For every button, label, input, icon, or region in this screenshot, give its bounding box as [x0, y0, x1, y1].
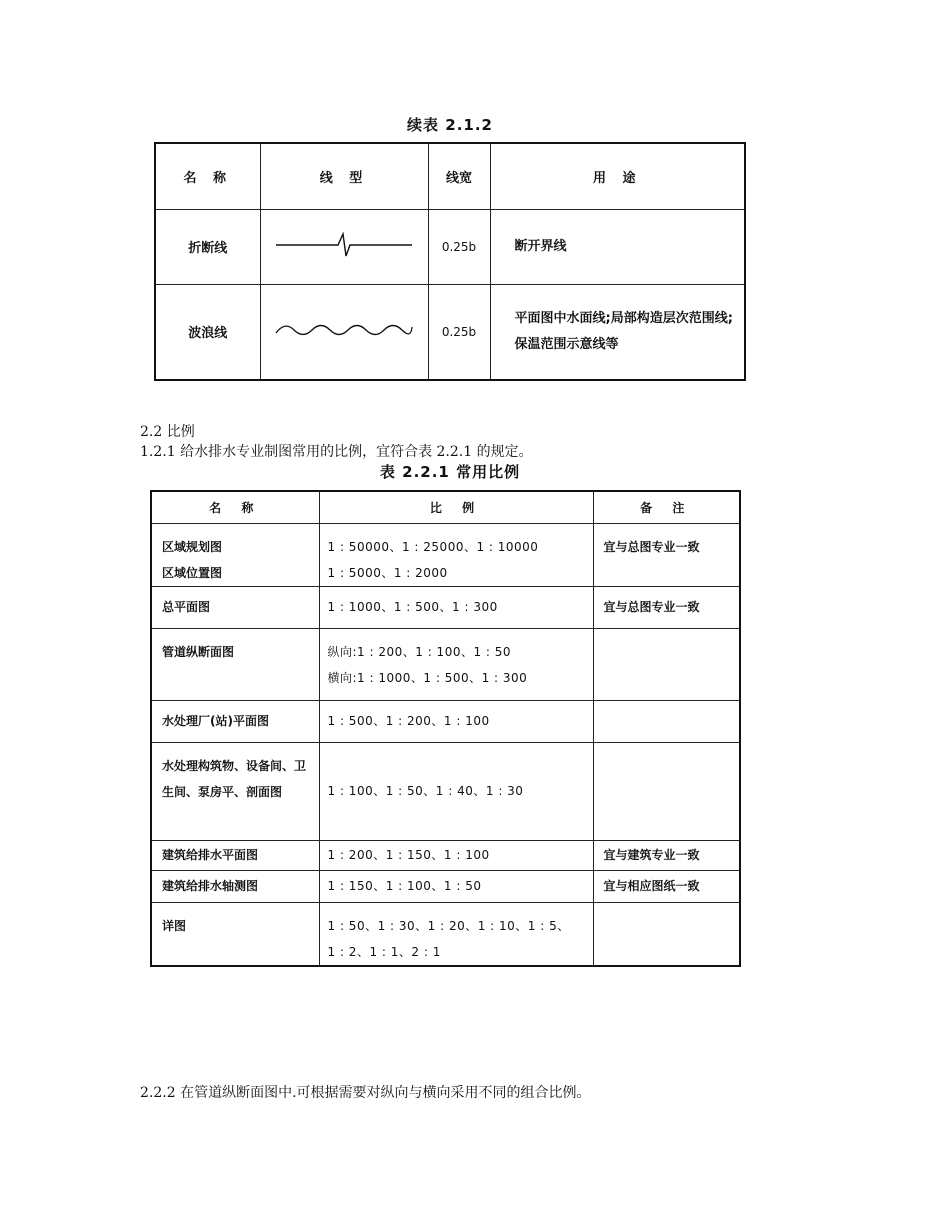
header-line-width: 线宽 — [428, 143, 490, 209]
drawing-remark: 宜与总图专业一致 — [593, 586, 740, 628]
table-row — [155, 284, 745, 380]
drawing-scale: 1 : 200、1 : 150、1 : 100 — [319, 840, 593, 870]
drawing-name: 详图 — [151, 902, 319, 966]
drawing-scale: 1 : 50000、1 : 25000、1 : 10000 1 : 5000、1 : 2000 — [319, 523, 593, 586]
drawing-name: 水处理厂(站)平面图 — [151, 700, 319, 742]
table-row — [151, 700, 740, 742]
table-row — [151, 628, 740, 700]
line-name: 折断线 — [155, 209, 260, 284]
drawing-scale: 纵向:1 : 200、1 : 100、1 : 50 横向:1 : 1000、1 : 500、1 : 300 — [319, 628, 593, 700]
drawing-scale: 1 : 150、1 : 100、1 : 50 — [319, 870, 593, 902]
table-row — [151, 523, 740, 586]
drawing-scale: 1 : 100、1 : 50、1 : 40、1 : 30 — [319, 742, 593, 840]
drawing-name: 管道纵断面图 — [151, 628, 319, 700]
line-type-table — [154, 142, 746, 381]
table-header-row — [151, 491, 740, 523]
break-line-icon — [274, 230, 414, 260]
table-1-caption: 续表 2.1.2 — [407, 116, 493, 134]
header-name: 名 称 — [155, 143, 260, 209]
header-name: 名 称 — [151, 491, 319, 523]
table-row — [151, 742, 740, 840]
drawing-name: 区域规划图 区域位置图 — [151, 523, 319, 586]
line-name: 波浪线 — [155, 284, 260, 380]
drawing-name: 建筑给排水平面图 — [151, 840, 319, 870]
scale-table — [150, 490, 741, 967]
drawing-remark: 宜与相应图纸一致 — [593, 870, 740, 902]
drawing-remark: 宜与总图专业一致 — [593, 523, 740, 586]
section-paragraph: 1.2.1 给水排水专业制图常用的比例，宜符合表 2.2.1 的规定。 — [140, 444, 533, 460]
header-line-type: 线 型 — [260, 143, 428, 209]
wavy-line-icon — [274, 315, 414, 345]
header-scale: 比 例 — [319, 491, 593, 523]
line-sample-cell — [260, 284, 428, 380]
line-sample-cell — [260, 209, 428, 284]
drawing-remark — [593, 742, 740, 840]
drawing-scale: 1 : 1000、1 : 500、1 : 300 — [319, 586, 593, 628]
drawing-name: 水处理构筑物、设备间、卫生间、泵房平、剖面图 — [151, 742, 319, 840]
section-heading: 2.2 比例 — [140, 424, 195, 440]
table-row — [151, 870, 740, 902]
drawing-name: 建筑给排水轴测图 — [151, 870, 319, 902]
line-usage: 平面图中水面线;局部构造层次范围线;保温范围示意线等 — [490, 284, 745, 380]
drawing-remark — [593, 700, 740, 742]
drawing-scale: 1 : 500、1 : 200、1 : 100 — [319, 700, 593, 742]
table-row — [155, 209, 745, 284]
line-width: 0.25b — [428, 284, 490, 380]
table-2-caption: 表 2.2.1 常用比例 — [379, 463, 521, 481]
line-usage: 断开界线 — [490, 209, 745, 284]
drawing-name: 总平面图 — [151, 586, 319, 628]
drawing-remark — [593, 628, 740, 700]
table-row — [151, 586, 740, 628]
line-width: 0.25b — [428, 209, 490, 284]
header-remark: 备 注 — [593, 491, 740, 523]
drawing-remark: 宜与建筑专业一致 — [593, 840, 740, 870]
table-row — [151, 840, 740, 870]
table-row — [151, 902, 740, 966]
section-paragraph: 2.2.2 在管道纵断面图中.可根据需要对纵向与横向采用不同的组合比例。 — [140, 1085, 591, 1101]
table-header-row — [155, 143, 745, 209]
header-usage: 用 途 — [490, 143, 745, 209]
drawing-remark — [593, 902, 740, 966]
drawing-scale: 1 : 50、1 : 30、1 : 20、1 : 10、1 : 5、 1 : 2、1 : 1、2 : 1 — [319, 902, 593, 966]
